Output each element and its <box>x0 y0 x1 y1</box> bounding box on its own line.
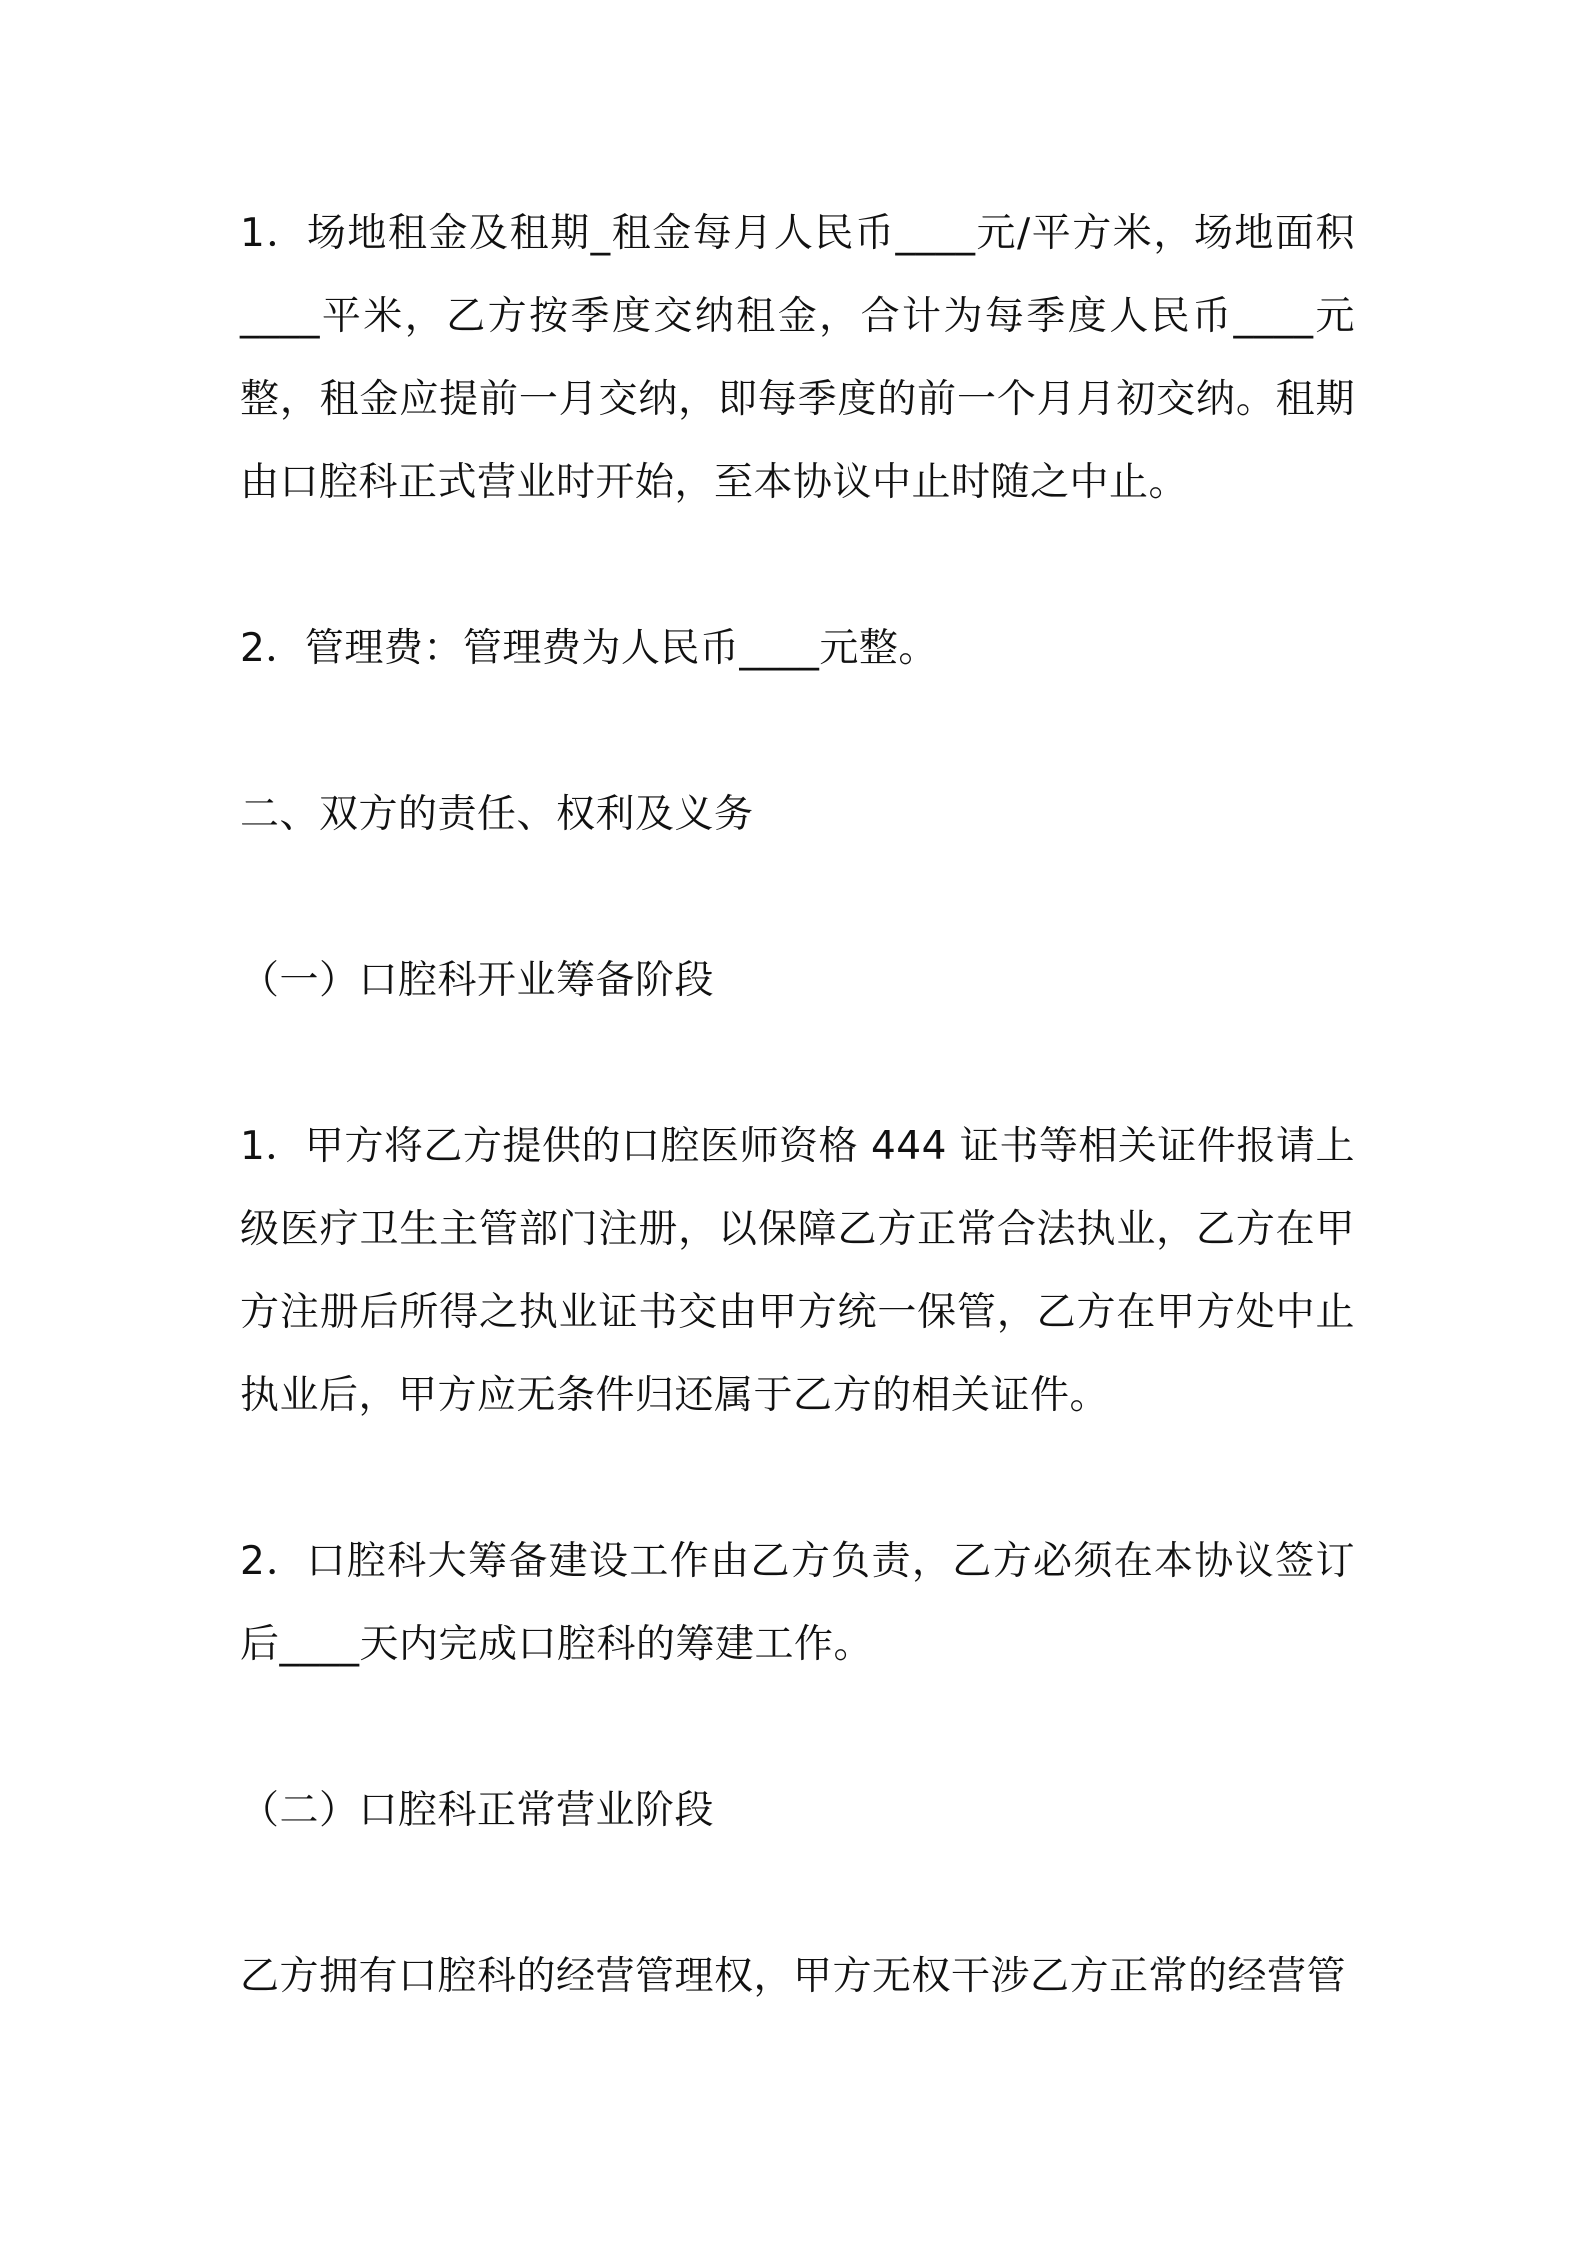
clause-management-fee: 2．管理费：管理费为人民币____元整。 <box>240 626 938 671</box>
paragraph-gap <box>240 1437 1355 1520</box>
subsection-heading-operation: （二）口腔科正常营业阶段 <box>240 1788 715 1833</box>
paragraph-gap <box>240 524 1355 607</box>
paragraph-gap <box>240 1022 1355 1105</box>
paragraph-gap <box>240 1686 1355 1769</box>
clause-construction: 2．口腔科大筹备建设工作由乙方负责，乙方必须在本协议签订后____天内完成口腔科的筹建工作。 <box>240 1539 1355 1667</box>
clause-rent-and-term: 1．场地租金及租期_租金每月人民币____元/平方米，场地面积____平米，乙方按季度交纳租金，合计为每季度人民币____元整，租金应提前一月交纳，即每季度的前一个月月初交纳。租期由口腔科正式营业时开始，至本协议中止时随之中止。 <box>240 211 1355 505</box>
paragraph-gap <box>240 856 1355 939</box>
document-body <box>240 192 1355 2018</box>
clause-registration: 1．甲方将乙方提供的口腔医师资格 444 证书等相关证件报请上级医疗卫生主管部门注册，以保障乙方正常合法执业，乙方在甲方注册后所得之执业证书交由甲方统一保管，乙方在甲方处中止执业后，甲方应无条件归还属于乙方的相关证件。 <box>240 1124 1355 1418</box>
section-heading-responsibilities: 二、双方的责任、权利及义务 <box>240 792 754 837</box>
paragraph-gap <box>240 1852 1355 1935</box>
paragraph-gap <box>240 690 1355 773</box>
subsection-heading-preparation: （一）口腔科开业筹备阶段 <box>240 958 715 1003</box>
clause-management-rights: 乙方拥有口腔科的经营管理权，甲方无权干涉乙方正常的经营管 <box>240 1954 1347 1999</box>
